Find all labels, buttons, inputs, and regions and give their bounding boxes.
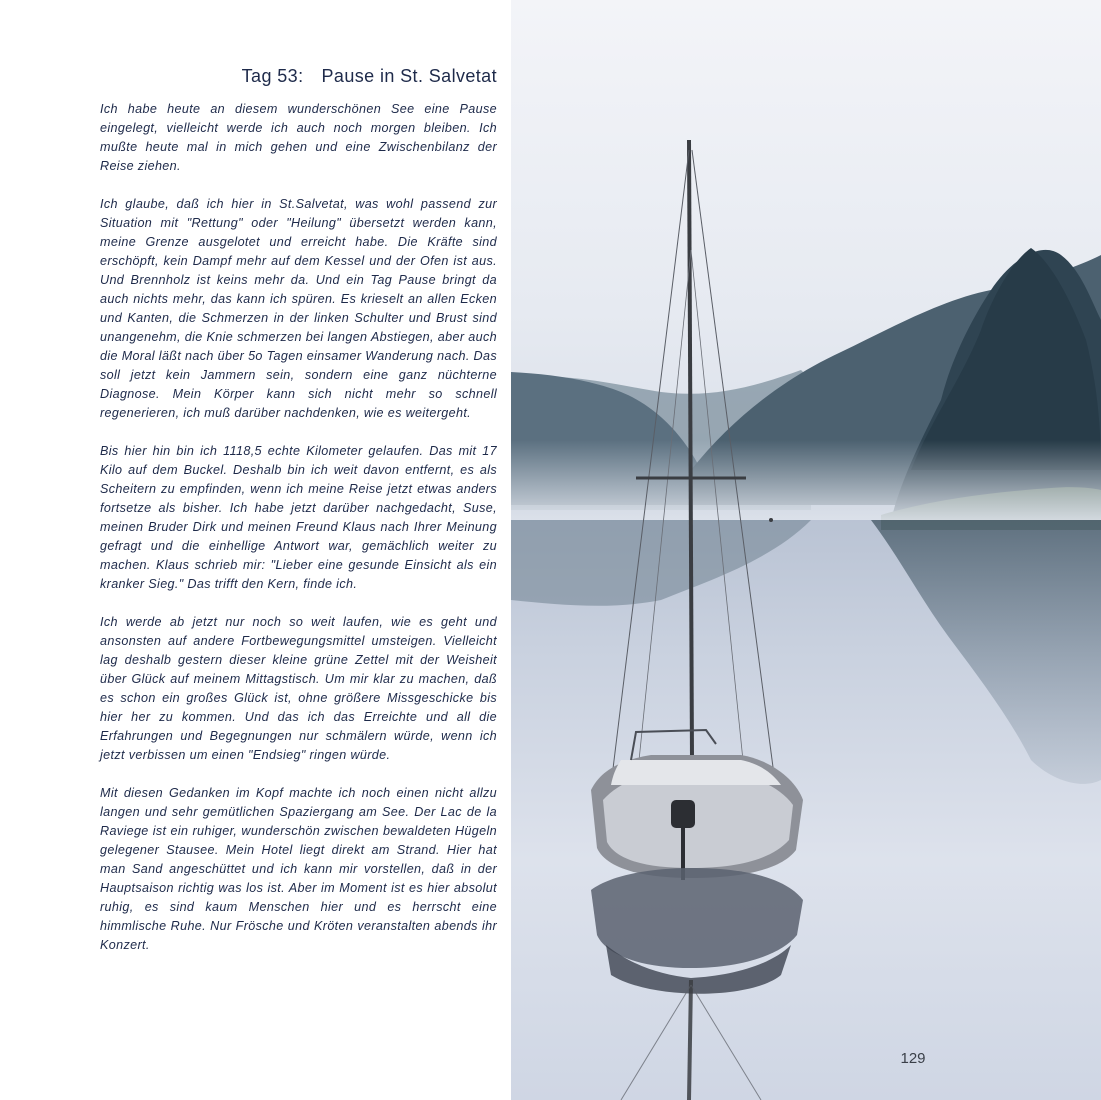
lake-sailboat-photo: [511, 0, 1101, 1100]
paragraph-4: Ich werde ab jetzt nur noch so weit laufen, wie es geht und ansonsten auf andere Fortbewegungsmittel umsteigen. Vielleicht lag deshalb gestern dieser kleine grüne Zettel mit der Weisheit über Glück auf meinem Mittagstisch. Um mir klar zu machen, daß es schon ein großes Glück ist, ohne größere Missgeschicke bis hier her zu kommen. Und das ich das Erreichte und all die Erfahrungen und Begegnungen nur schmälern würde, wenn ich jetzt verbissen um einen "Endsieg" ringen würde.: [100, 615, 497, 762]
title-place: Pause in St. Salvetat: [321, 66, 497, 86]
paragraph-1: Ich habe heute an diesem wunderschönen See eine Pause eingelegt, vielleicht werde ich auch noch morgen bleiben. Ich mußte heute mal in mich gehen und eine Zwischenbilanz der Reise ziehen.: [100, 102, 497, 173]
title-day: Tag 53:: [241, 66, 304, 86]
paragraph-5: Mit diesen Gedanken im Kopf machte ich noch einen nicht allzu langen und sehr gemütlichen Spaziergang am See. Der Lac de la Raviege ist ein ruhiger, wunderschön zwischen bewaldeten Hügeln gelegener Stausee. Mein Hotel liegt direkt am Strand. Hier hat man Sand angeschüttet und ich kann mir vorstellen, daß in der Hauptsaison richtig was los ist. Aber im Moment ist es hier absolut ruhig, es sind kaum Menschen hier und es herrscht eine himmlische Ruhe. Nur Frösche und Kröten veranstalten abends ihr Konzert.: [100, 786, 497, 952]
page-number: 129: [900, 1050, 926, 1067]
text-column: [100, 66, 497, 974]
page-title: [100, 66, 497, 87]
paragraph-3: Bis hier hin bin ich 1118,5 echte Kilometer gelaufen. Das mit 17 Kilo auf dem Buckel. Deshalb bin ich weit davon entfernt, es als Scheitern zu empfinden, wenn ich meine Reise jetzt etwas anders fortsetze als bisher. Ich habe jetzt darüber nachgedacht, Suse, meinen Bruder Dirk und meinen Freund Klaus nach Ihrer Meinung gefragt und die einhellige Antwort war, gemächlich weiter zu machen. Klaus schrieb mir: "Lieber eine gesunde Einsicht als ein kranker Sieg." Das trifft den Kern, finde ich.: [100, 444, 497, 591]
paragraph-2: Ich glaube, daß ich hier in St.Salvetat, was wohl passend zur Situation mit "Rettung" oder "Heilung" übersetzt werden kann, meine Grenze ausgelotet und erreicht habe. Die Kräfte sind erschöpft, kein Dampf mehr auf dem Kessel und der Ofen ist aus. Und Brennholz ist keins mehr da. Und ein Tag Pause bringt da auch nichts mehr, das kann ich spüren. Es krieselt an allen Ecken und Kanten, die Schmerzen in der linken Schulter und Brust sind unangenehm, die Knie schmerzen bei langen Abstiegen, aber auch die Moral läßt nach über 5o Tagen einsamer Wanderung nach. Das soll jetzt kein Jammern sein, sondern eine ganz nüchterne Diagnose. Mein Körper kann sich nicht mehr so schnell regenerieren, ich muß darüber nachdenken, wie es weitergeht.: [100, 197, 497, 420]
